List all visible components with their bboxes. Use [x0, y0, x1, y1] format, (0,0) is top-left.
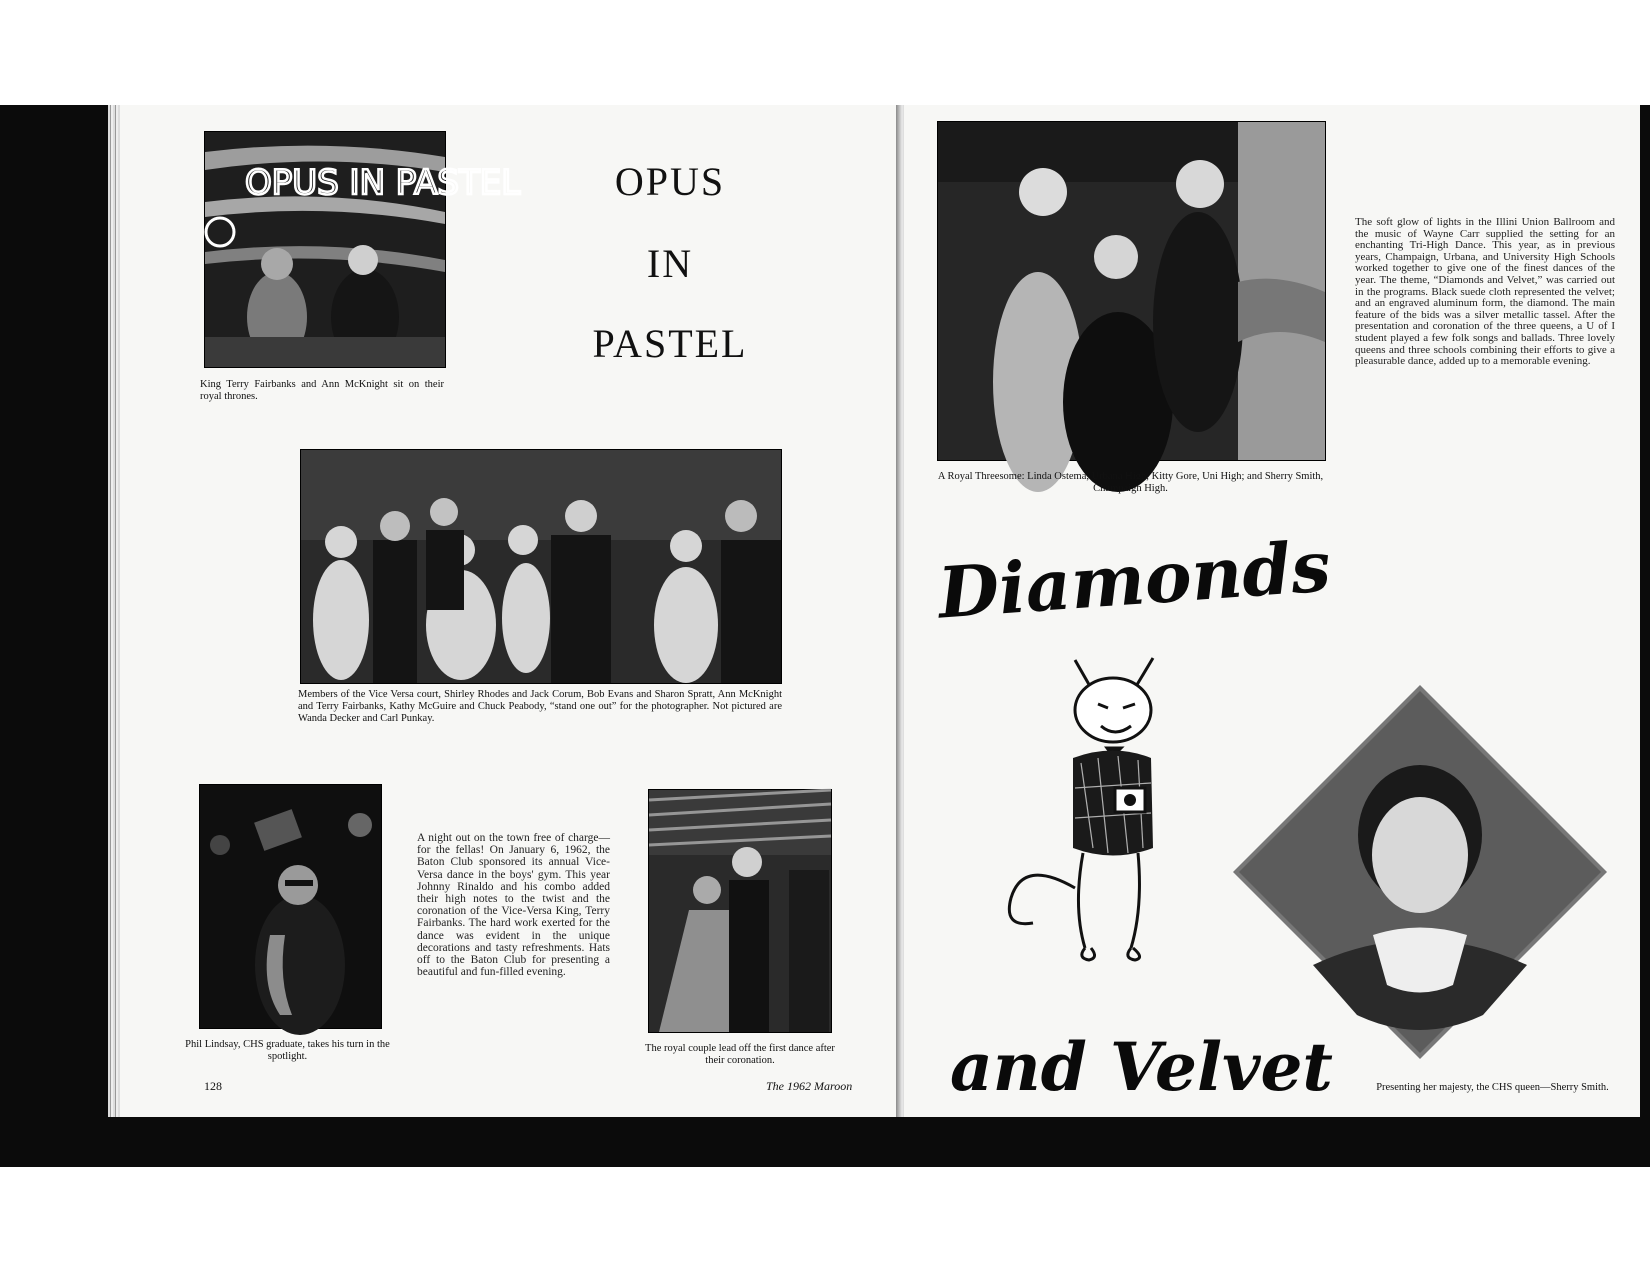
saxophone-caption: Phil Lindsay, CHS graduate, takes his turn in the spotlight. [185, 1039, 390, 1062]
royal-threesome-caption: A Royal Threesome: Linda Ostema, Urbana High; Kitty Gore, Uni High; and Sherry Smith, Champaign High. [937, 471, 1324, 494]
royal-couple-dance-photo [648, 789, 832, 1033]
title-in: IN [646, 241, 694, 286]
portrait-diamond-frame [1233, 685, 1607, 1059]
sign-opus: OPUS IN PASTEL [245, 163, 521, 203]
footer-title: The 1962 Maroon [766, 1079, 853, 1093]
vice-versa-article: A night out on the town free of charge—for the fellas! On January 6, 1962, the Baton Club sponsored its annual Vice-Versa dance in the boys' gym. This year Johnny Rinaldo and his combo added their high notes to the twist and the coronation of the Vice-Versa King, Terry Fairbanks. The hard work exerted for the dance was evident in the unique decorations and tasty refreshments. Hats off to the Baton Club for presenting a beautiful and fun-filled evening. [417, 832, 610, 979]
king-queen-thrones-photo [204, 131, 521, 368]
vice-versa-court-caption: Members of the Vice Versa court, Shirley Rhodes and Jack Corum, Bob Evans and Sharon Spratt, Ann McKnight and Terry Fairbanks, Kathy McGuire and Chuck Peabody, “stand one out” for the photographer. Not pictured are Wanda Decker and Carl Punkay. [298, 689, 782, 724]
thrones-caption: King Terry Fairbanks and Ann McKnight sit on their royal thrones. [200, 379, 444, 402]
title-pastel: PASTEL [592, 321, 748, 366]
title-and-velvet: and Velvet [950, 1028, 1333, 1106]
title-diamonds: Diamonds [935, 524, 1334, 635]
page-number: 128 [204, 1079, 222, 1093]
cat-mascot-illustration-icon [1003, 648, 1173, 978]
royal-couple-caption: The royal couple lead off the first dance after their coronation. [645, 1043, 835, 1066]
title-opus: OPUS [614, 159, 726, 204]
portrait-caption: Presenting her majesty, the CHS queen—Sherry Smith. [1376, 1082, 1609, 1093]
saxophone-player-photo [199, 784, 382, 1029]
vice-versa-court-photo [300, 449, 782, 684]
tri-high-article: The soft glow of lights in the Illini Union Ballroom and the music of Wayne Carr supplied the setting for an enchanting Tri-High Dance. This year, as in previous years, Champaign, Urbana, and University High Schools worked together to give one of the finest dances of the year. The theme, “Diamonds and Velvet,” was carried out in the programs. Black suede cloth represented the velvet; and an engraved aluminum form, the diamond. The main feature of the bids was a silver metallic tassel. After the presentation and coronation of the three queens, a U of I student played a few folk songs and ballads. Three lovely queens and three schools combining their efforts to give a pleasurable dance, added up to a memorable evening. [1355, 216, 1615, 368]
royal-threesome-photo [937, 121, 1326, 461]
